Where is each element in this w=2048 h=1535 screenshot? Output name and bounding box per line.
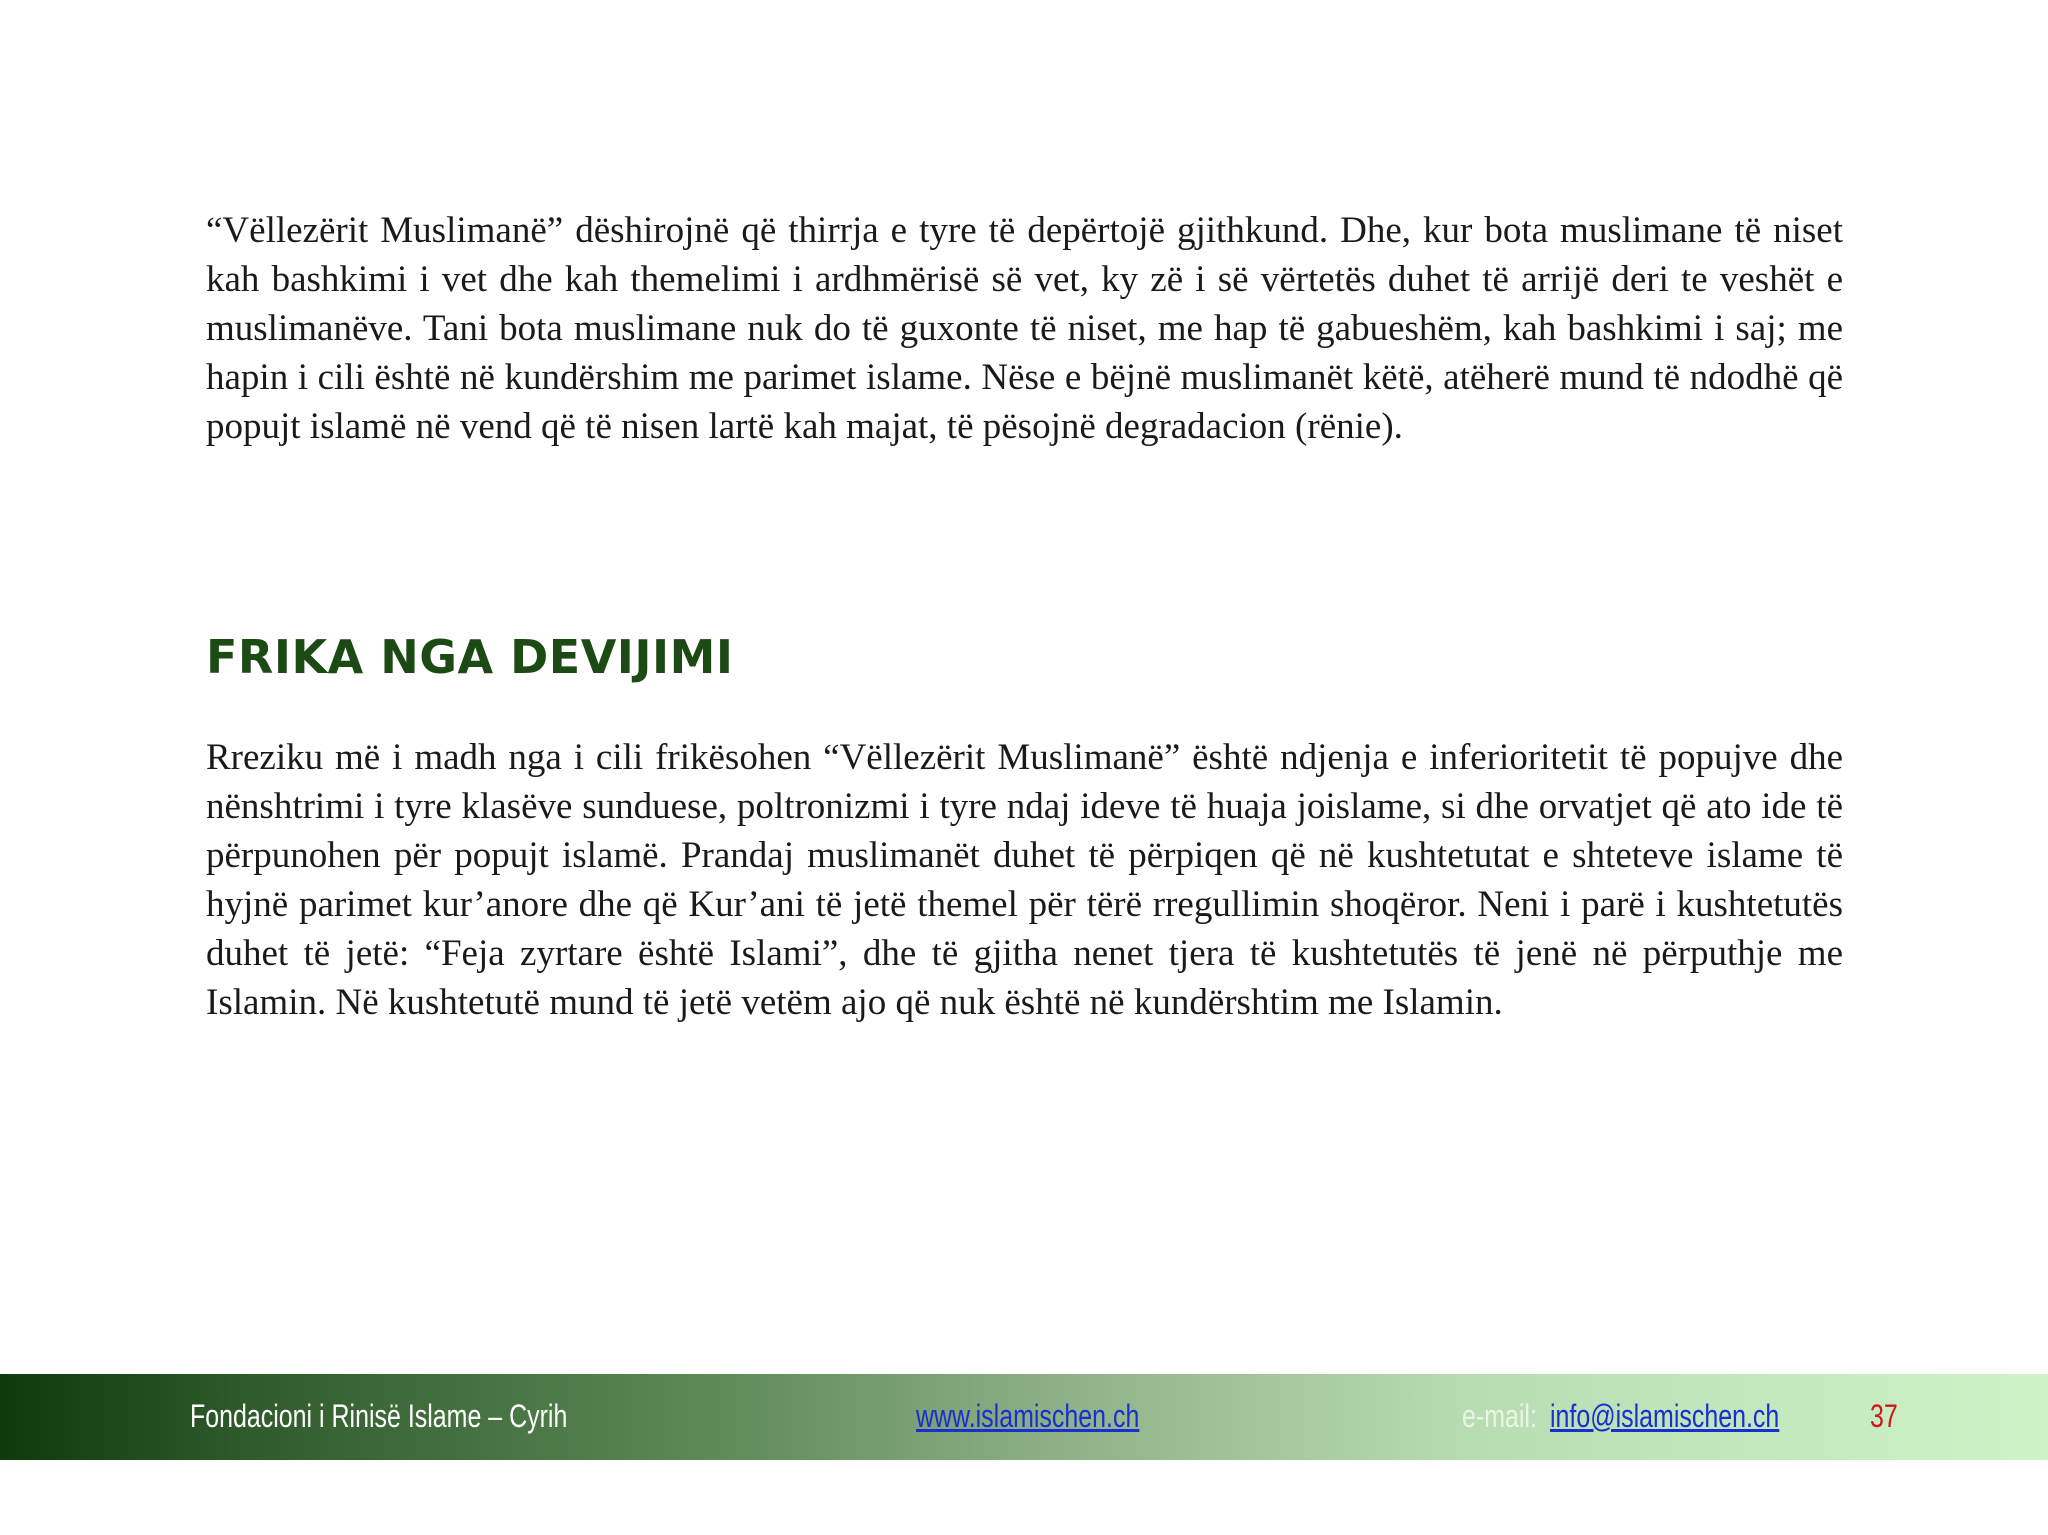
footer-website-link[interactable]: www.islamischen.ch [916, 1398, 1140, 1434]
paragraph-2: Rreziku më i madh nga i cili frikësohen “Vëllezërit Muslimanë” është ndjenja e inferioritetit të popujve dhe nënshtrimi i tyre klasëve sunduese, poltronizmi i tyre ndaj ideve të huaja joislame, si dhe orvatjet që ato ide të përpunohen për popujt islamë. Prandaj muslimanët duhet të përpiqen që në kushtetutat e shteteve islame të hyjnë parimet kur’anore dhe që Kur’ani të jetë themel për tërë rregullimin shoqëror. Neni i parë i kushtetutës duhet të jetë: “Feja zyrtare është Islami”, dhe të gjitha nenet tjera të kushtetutës të jenë në përputhje me Islamin. Në kushtetutë mund të jetë vetëm ajo që nuk është në kundërshtim me Islamin. [206, 737, 1843, 1023]
page-footer [0, 1374, 2048, 1460]
footer-organization: Fondacioni i Rinisë Islame – Cyrih [190, 1398, 568, 1434]
footer-email-label: e-mail: [1462, 1398, 1537, 1434]
paragraph-1: “Vëllezërit Muslimanë” dëshirojnë që thirrja e tyre të depërtojë gjithkund. Dhe, kur bota muslimane të niset kah bashkimi i vet dhe kah themelimi i ardhmërisë së vet, ky zë i së vërtetës duhet të arrijë deri te veshët e muslimanëve. Tani bota muslimane nuk do të guxonte të niset, me hap të gabueshëm, kah bashkimi i saj; me hapin i cili është në kundërshim me parimet islame. Nëse e bëjnë muslimanët këtë, atëherë mund të ndodhë që popujt islamë në vend që të nisen lartë kah majat, të pësojnë degradacion (rënie). [206, 210, 1843, 447]
footer-email-link[interactable]: info@islamischen.ch [1550, 1398, 1780, 1434]
page-number: 37 [1870, 1398, 1898, 1434]
section-heading: FRIKA NGA DEVIJIMI [206, 630, 734, 684]
